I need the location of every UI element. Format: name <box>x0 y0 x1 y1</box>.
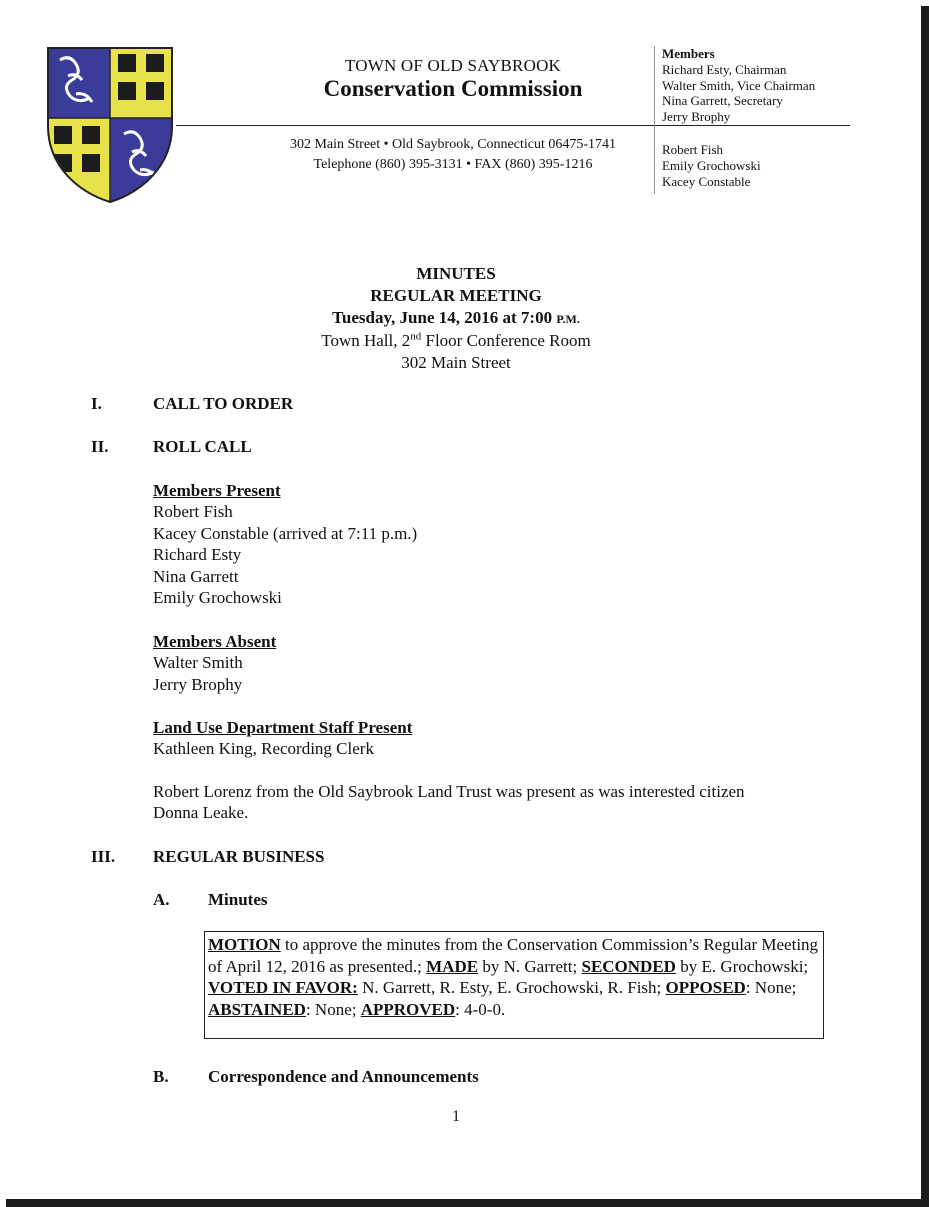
section-heading-call-to-order: CALL TO ORDER <box>153 394 294 413</box>
member-item: Richard Esty, Chairman <box>662 61 787 77</box>
section-heading-roll-call: ROLL CALL <box>153 437 252 456</box>
contact-block <box>250 135 656 175</box>
seconded-keyword: SECONDED <box>581 956 676 976</box>
subsection-letter: B. <box>153 1067 169 1086</box>
made-keyword: MADE <box>426 956 479 976</box>
abstained-keyword: ABSTAINED <box>208 999 306 1019</box>
approved-keyword: APPROVED <box>360 999 456 1019</box>
meeting-title-block <box>200 263 712 374</box>
section-heading-regular-business: REGULAR BUSINESS <box>153 847 325 866</box>
meeting-street: 302 Main Street <box>401 353 511 373</box>
guests-note-line: Donna Leake. <box>153 803 249 822</box>
motion-keyword: MOTION <box>208 935 281 954</box>
page-shadow-right <box>921 6 929 1207</box>
member-item: Emily Grochowski <box>662 157 761 173</box>
present-member: Emily Grochowski <box>153 588 282 607</box>
members-list-other <box>662 142 761 189</box>
motion-box: MOTION to approve the minutes from the Conservation Commission’s Regular Meeting of April 12, 2016 as presented.; MADE by N. Garrett; SECONDED by E. Grochowski; VOTED IN FAVOR: N. Garrett, R. Esty, E. Grochowski, R. Fish; OPPOSED: None; ABSTAINED: None; APPROVED: 4-0-0. <box>204 931 824 1039</box>
section-number: III. <box>91 847 116 866</box>
staff-present-heading: Land Use Department Staff Present <box>153 718 413 737</box>
present-member: Richard Esty <box>153 545 242 564</box>
voted-in-favor-keyword: VOTED IN FAVOR: <box>208 978 358 998</box>
member-item: Kacey Constable <box>662 173 751 189</box>
present-member: Robert Fish <box>153 502 233 521</box>
present-member: Nina Garrett <box>153 567 239 586</box>
member-item: Walter Smith, Vice Chairman <box>662 77 816 93</box>
page-number: 1 <box>452 1108 460 1125</box>
header-divider <box>176 125 850 126</box>
guests-note-line: Robert Lorenz from the Old Saybrook Land Trust was present as was interested citizen <box>153 782 745 801</box>
members-heading: Members <box>662 46 715 61</box>
minutes-title: MINUTES <box>416 264 496 283</box>
address-line: 302 Main Street • Old Saybrook, Connecticut 06475-1741 <box>289 137 617 152</box>
absent-member: Walter Smith <box>153 653 243 672</box>
members-list <box>662 46 815 125</box>
subsection-heading-minutes: Minutes <box>208 890 268 909</box>
town-name: TOWN OF OLD SAYBROOK <box>344 56 562 75</box>
members-present-heading: Members Present <box>153 481 281 500</box>
phone-line: Telephone (860) 395-3131 • FAX (860) 395-1216 <box>313 157 593 172</box>
page-shadow-bottom <box>6 1199 929 1207</box>
commission-name: Conservation Commission <box>323 76 583 101</box>
absent-member: Jerry Brophy <box>153 675 243 694</box>
member-item: Robert Fish <box>662 142 724 157</box>
staff-member: Kathleen King, Recording Clerk <box>153 739 374 758</box>
section-number: I. <box>91 394 102 413</box>
subsection-letter: A. <box>153 890 170 909</box>
meeting-date: Tuesday, June 14, 2016 at 7:00 P.M. <box>332 307 580 327</box>
meeting-location: Town Hall, 2nd Floor Conference Room <box>321 330 591 351</box>
town-crest-logo <box>46 46 174 204</box>
present-member: Kacey Constable (arrived at 7:11 p.m.) <box>153 524 418 543</box>
meeting-type: REGULAR MEETING <box>370 285 542 305</box>
section-number: II. <box>91 437 109 456</box>
subsection-heading-correspondence: Correspondence and Announcements <box>208 1067 479 1086</box>
member-item: Nina Garrett, Secretary <box>662 93 783 109</box>
member-item: Jerry Brophy <box>662 109 731 125</box>
members-absent-heading: Members Absent <box>153 632 277 651</box>
opposed-keyword: OPPOSED <box>665 978 746 998</box>
